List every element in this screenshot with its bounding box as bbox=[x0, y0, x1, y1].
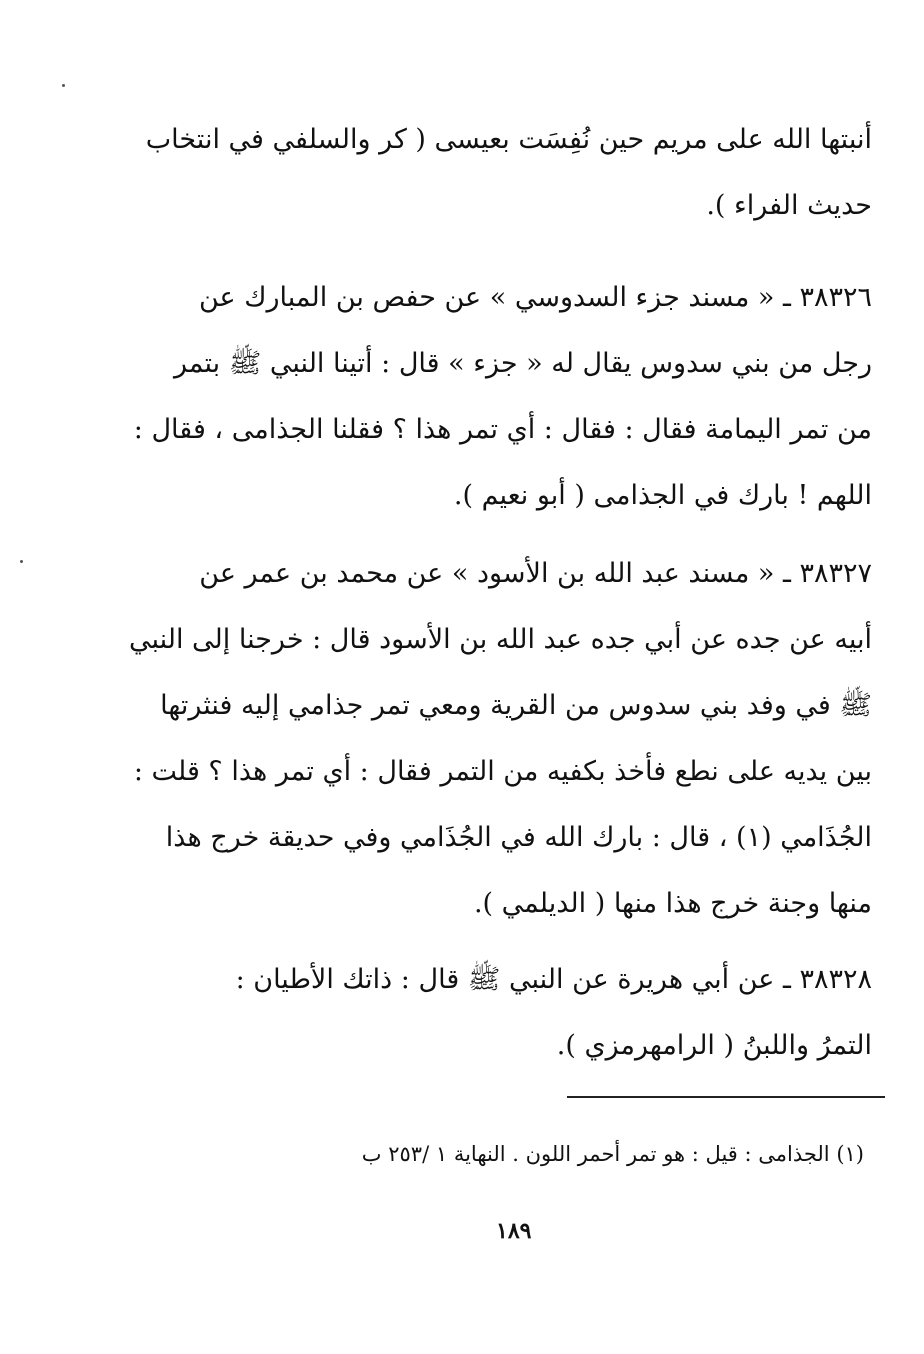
text-line: ٣٨٣٢٧ ـ « مسند عبد الله بن الأسود » عن محمد بن عمر عن bbox=[199, 558, 872, 589]
text-line: حديث الفراء ). bbox=[706, 190, 872, 221]
text-line: رجل من بني سدوس يقال له « جزء » قال : أتينا النبي ﷺ بتمر bbox=[173, 348, 872, 379]
text-line: أبيه عن جده عن أبي جده عبد الله بن الأسود قال : خرجنا إلى النبي bbox=[128, 624, 872, 655]
text-line: الجُذَامي (١) ، قال : بارك الله في الجُذَامي وفي حديقة خرج هذا bbox=[165, 822, 872, 853]
text-line: بين يديه على نطع فأخذ بكفيه من التمر فقال : أي تمر هذا ؟ قلت : bbox=[133, 756, 872, 787]
text-line: أنبتها الله على مريم حين نُفِسَت بعيسى ( كر والسلفي في انتخاب bbox=[145, 124, 872, 155]
text-line: اللهم ! بارك في الجذامى ( أبو نعيم ). bbox=[453, 480, 872, 511]
text-line: ٣٨٣٢٦ ـ « مسند جزء السدوسي » عن حفص بن المبارك عن bbox=[198, 282, 872, 313]
scan-speck-left bbox=[20, 560, 23, 563]
footnote: (١) الجذامى : قيل : هو تمر أحمر اللون . النهاية ١ /٢٥٣ ب bbox=[361, 1142, 864, 1166]
text-line: ٣٨٣٢٨ ـ عن أبي هريرة عن النبي ﷺ قال : ذاتك الأطيان : bbox=[235, 964, 872, 995]
text-line: من تمر اليمامة فقال : فقال : أي تمر هذا ؟ فقلنا الجذامى ، فقال : bbox=[133, 414, 872, 445]
text-line: التمرُ واللبنُ ( الرامهرمزي ). bbox=[556, 1030, 872, 1061]
page-number: ١٨٩ bbox=[496, 1218, 532, 1244]
text-line: ﷺ في وفد بني سدوس من القرية ومعي تمر جذامي إليه فنثرتها bbox=[160, 690, 872, 721]
scan-speck-top bbox=[62, 84, 65, 87]
text-line: منها وجنة خرج هذا منها ( الديلمي ). bbox=[473, 888, 872, 919]
footnote-divider bbox=[567, 1096, 885, 1098]
